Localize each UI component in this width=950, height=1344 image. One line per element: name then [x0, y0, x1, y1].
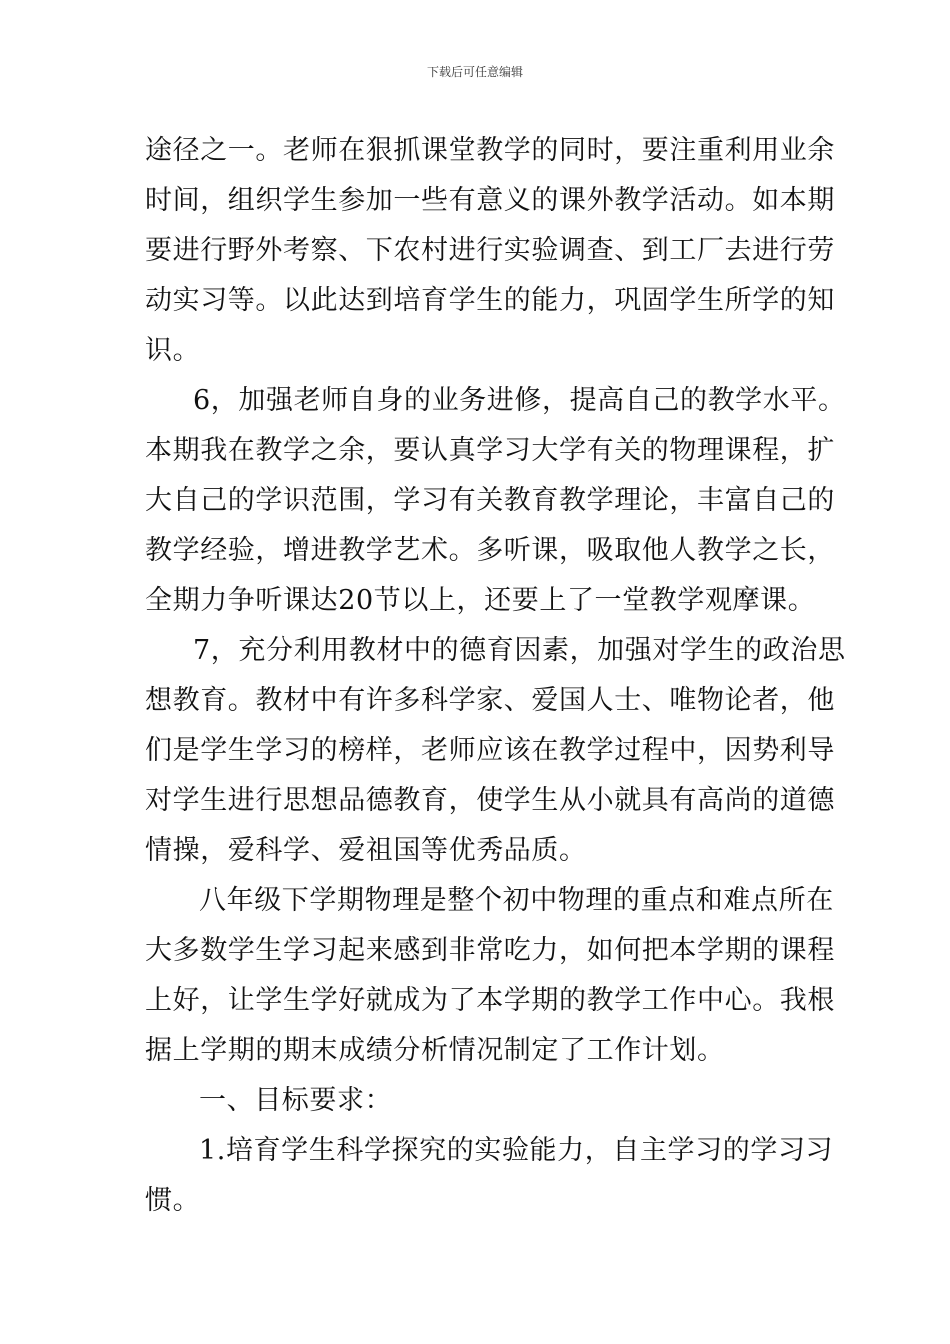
text-line: 途径之一。老师在狠抓课堂教学的同时，要注重利用业余	[145, 135, 835, 166]
text-line: 动实习等。以此达到培育学生的能力，巩固学生所学的知	[145, 285, 835, 316]
paragraph-grade8-start: 八年级下学期物理是整个初中物理的重点和难点所在	[199, 885, 834, 916]
text-line: 想教育。教材中有许多科学家、爱国人士、唯物论者，他	[145, 685, 835, 716]
document-body	[145, 126, 846, 1226]
text-line: 要进行野外考察、下农村进行实验调查、到工厂去进行劳	[145, 235, 835, 266]
text-line: 对学生进行思想品德教育，使学生从小就具有高尚的道德	[145, 785, 835, 816]
text-line: 大自己的学识范围，学习有关教育教学理论，丰富自己的	[145, 485, 835, 516]
section-heading-goals: 一、目标要求：	[199, 1085, 393, 1116]
text-line: 大多数学生学习起来感到非常吃力，如何把本学期的课程	[145, 935, 835, 966]
text-line: 教学经验，增进教学艺术。多听课，吸取他人教学之长，	[145, 535, 835, 566]
text-line: 上好，让学生学好就成为了本学期的教学工作中心。我根	[145, 985, 835, 1016]
text-line: 惯。	[145, 1185, 201, 1216]
text-line: 本期我在教学之余，要认真学习大学有关的物理课程，扩	[145, 435, 835, 466]
text-line: 情操，爱科学、爱祖国等优秀品质。	[145, 835, 587, 866]
text-line: 全期力争听课达20节以上，还要上了一堂教学观摩课。	[145, 585, 816, 616]
paragraph-7-start: 7，充分利用教材中的德育因素，加强对学生的政治思	[193, 635, 846, 666]
goal-item-1-start: 1.培育学生科学探究的实验能力，自主学习的学习习	[199, 1135, 834, 1166]
text-line: 识。	[145, 335, 201, 366]
text-line: 们是学生学习的榜样，老师应该在教学过程中，因势利导	[145, 735, 835, 766]
text-line: 据上学期的期末成绩分析情况制定了工作计划。	[145, 1035, 725, 1066]
page-header-note: 下载后可任意编辑	[426, 65, 523, 79]
paragraph-6-start: 6，加强老师自身的业务进修，提高自己的教学水平。	[193, 385, 846, 416]
text-line: 时间，组织学生参加一些有意义的课外教学活动。如本期	[145, 185, 835, 216]
